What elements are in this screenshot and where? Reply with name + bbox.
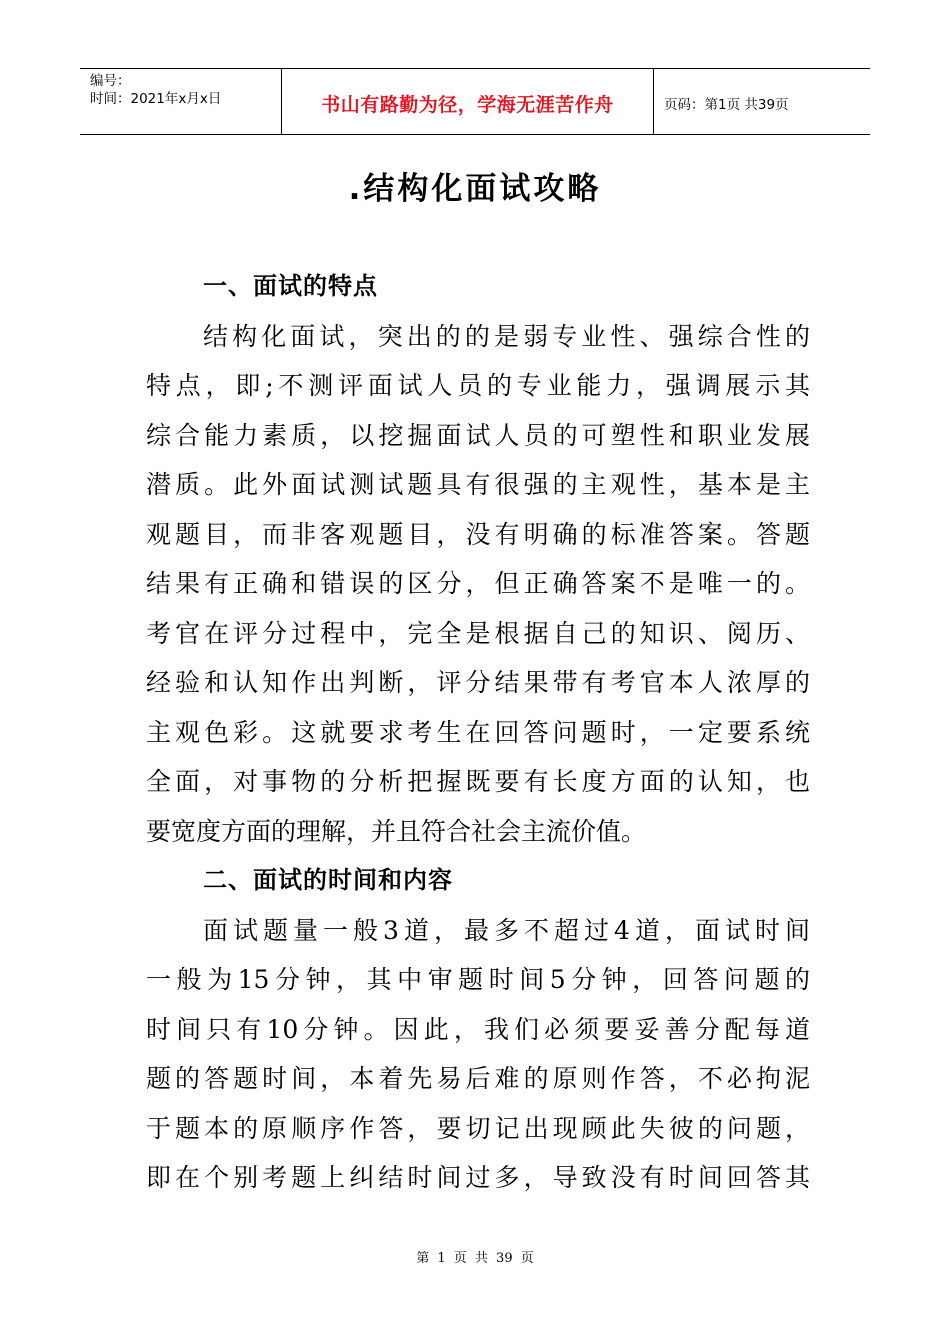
paragraph-line: 全面，对事物的分析把握既要有长度方面的认知，也 — [146, 767, 810, 796]
paragraph-line: 综合能力素质，以挖掘面试人员的可塑性和职业发展 — [146, 420, 810, 450]
paragraph-line: 观题目，而非客观题目，没有明确的标准答案。答题 — [146, 519, 810, 549]
paragraph-line: 结构化面试，突出的的是弱专业性、强综合性的 — [203, 321, 810, 351]
motto-text: 书山有路勤为径，学海无涯苦作舟 — [321, 94, 614, 116]
paragraph-line: 经验和认知作出判断，评分结果带有考官本人浓厚的 — [146, 668, 810, 697]
document-body — [146, 262, 810, 1203]
paragraph-line: 结果有正确和错误的区分，但正确答案不是唯一的。 — [146, 569, 810, 598]
paragraph-line: 潜质。此外面试测试题具有很强的主观性，基本是主 — [146, 470, 810, 499]
paragraph-line: 特点，即;不测评面试人员的专业能力，强调展示其 — [146, 371, 810, 400]
section-heading-time-content: 二、面试的时间和内容 — [203, 866, 453, 894]
header-motto-cell — [282, 69, 654, 134]
section-heading-features: 一、面试的特点 — [203, 272, 378, 300]
section-paragraph-features — [146, 312, 810, 857]
paragraph-line: 题的答题时间，本着先易后难的原则作答，不必拘泥 — [146, 1064, 810, 1093]
paragraph-line: 即在个别考题上纠结时间过多，导致没有时间回答其 — [146, 1163, 810, 1192]
page-footer: 第 1 页 共 39 页 — [416, 1251, 534, 1266]
section-paragraph-time-content — [146, 906, 810, 1203]
paragraph-line: 一般为15分钟，其中审题时间5分钟，回答问题的 — [146, 965, 810, 994]
date-label: 时间：2021年x月x日 — [90, 91, 222, 107]
paragraph-line: 面试题量一般3道，最多不超过4道，面试时间 — [203, 915, 810, 945]
document-title: .结构化面试攻略 — [348, 171, 602, 207]
page-header — [80, 68, 870, 135]
header-page-info: 页码：第1页 共39页 — [664, 96, 789, 113]
serial-number-label: 编号： — [90, 73, 131, 89]
paragraph-line: 时间只有10分钟。因此，我们必须要妥善分配每道 — [146, 1014, 810, 1044]
paragraph-line: 主观色彩。这就要求考生在回答问题时，一定要系统 — [146, 717, 810, 747]
header-page-cell — [654, 69, 870, 134]
paragraph-line: 要宽度方面的理解，并且符合社会主流价值。 — [146, 816, 647, 846]
paragraph-line: 考官在评分过程中，完全是根据自己的知识、阅历、 — [146, 618, 810, 648]
header-meta-cell — [80, 69, 282, 134]
paragraph-line: 于题本的原顺序作答，要切记出现顾此失彼的问题， — [146, 1113, 810, 1143]
